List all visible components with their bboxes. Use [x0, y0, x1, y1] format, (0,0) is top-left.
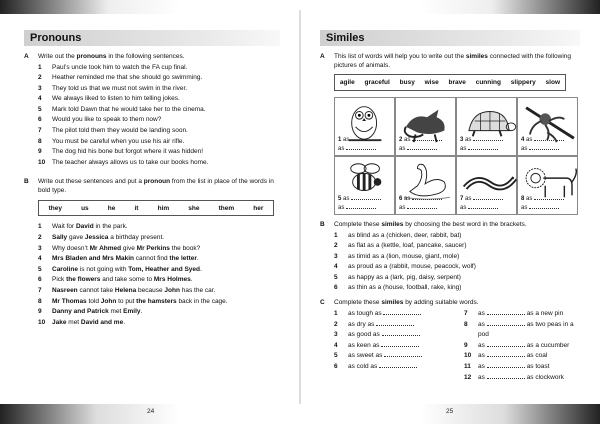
sentence-text: You must be careful when you use his air rifle.: [52, 137, 185, 145]
answer-blank[interactable]: [487, 309, 525, 315]
section-a-instruction: A Write out the pronouns in the following sentences.: [24, 53, 185, 60]
simile-text: as tough as: [348, 309, 423, 320]
sentence-text: Would you like to speak to them now?: [52, 116, 162, 124]
pronoun-word: him: [157, 204, 170, 212]
answer-blank[interactable]: [534, 194, 564, 200]
as-word: as: [460, 205, 467, 211]
as-word: as: [521, 146, 528, 152]
sentence-text: as blind as a (chicken, deer, rabbit, bat): [348, 231, 462, 239]
sentence-text: Danny and Patrick met Emily.: [52, 308, 143, 316]
answer-blank[interactable]: [346, 144, 376, 150]
simile-text: as as two peas in a pod: [478, 320, 574, 339]
simile-column: [450, 309, 580, 383]
answer-lines: [521, 194, 564, 212]
section-letter: B: [24, 178, 29, 186]
simile-item: [320, 351, 450, 362]
simile-text: as as a new pin: [478, 310, 564, 317]
item-number: 8: [521, 196, 525, 202]
page-title: Similes: [320, 30, 580, 46]
sentence-text: Pick the flowers and take some to Mrs Holmes.: [52, 276, 193, 284]
simile-word: graceful: [364, 79, 390, 86]
answer-blank[interactable]: [529, 144, 559, 150]
item-number: 4: [334, 263, 338, 270]
sentence-text: Nasreen cannot take Helena because John has the car.: [52, 287, 216, 294]
as-word: as: [343, 196, 350, 202]
item-number: 12: [464, 373, 472, 381]
as-word: as: [338, 205, 345, 211]
item-number: 2: [334, 242, 338, 249]
sentence-item: [320, 231, 580, 242]
item-number: 8: [464, 320, 468, 328]
simile-text: as as clockwork: [478, 373, 564, 381]
pronoun-word: her: [253, 204, 264, 212]
item-number: 1: [38, 63, 42, 71]
answer-lines: [338, 194, 381, 212]
as-word: as: [399, 146, 406, 152]
item-number: 10: [38, 318, 46, 326]
answer-blank[interactable]: [379, 362, 417, 368]
item-number: 4: [38, 95, 42, 103]
sentence-text: as thin as a (house, football, rake, king): [348, 284, 462, 291]
simile-item: [320, 330, 450, 341]
answer-blank[interactable]: [529, 203, 559, 209]
item-number: 4: [334, 341, 338, 349]
item-number: 2: [38, 74, 42, 82]
page-pronouns: [24, 30, 280, 328]
item-number: 11: [464, 362, 471, 370]
item-number: 6: [399, 196, 403, 202]
sentence-item: [320, 241, 580, 252]
animal-picture-grid: [334, 97, 578, 215]
item-number: 2: [38, 234, 42, 242]
sentence-item: [320, 273, 580, 284]
answer-blank[interactable]: [381, 341, 419, 347]
simile-text: as as coal: [478, 352, 548, 360]
answer-lines: [338, 135, 381, 153]
animal-picture-cell: [395, 97, 456, 156]
answer-blank[interactable]: [412, 194, 442, 200]
item-number: 2: [399, 137, 403, 143]
as-word: as: [460, 146, 467, 152]
pronoun-word: them: [218, 204, 235, 212]
item-number: 7: [38, 287, 42, 294]
answer-blank[interactable]: [487, 341, 525, 347]
as-word: as: [465, 137, 472, 143]
sentence-text: Caroline is not going with Tom, Heather and Syed.: [52, 265, 202, 273]
simile-column: [320, 309, 450, 383]
sentence-item: [24, 222, 280, 233]
sentence-item: [24, 137, 280, 148]
sentence-text: Mark told Dawn that he would take her to the cinema.: [52, 105, 206, 113]
sentence-list: [24, 222, 280, 328]
simile-word: brave: [448, 79, 466, 86]
as-word: as: [526, 196, 533, 202]
item-number: 5: [338, 196, 342, 202]
sentence-text: as flat as a (kettle, loaf, pancake, saucer): [348, 242, 467, 249]
sentence-item: [24, 307, 280, 318]
simile-word: busy: [399, 79, 415, 86]
sentence-item: [24, 94, 280, 105]
simile-text: as dry as: [348, 320, 416, 331]
simile-word: slow: [545, 79, 560, 86]
page-spine: [299, 10, 301, 410]
answer-blank[interactable]: [351, 135, 381, 141]
section-letter: C: [320, 298, 325, 306]
simile-item: [450, 351, 580, 362]
pronoun-word: us: [81, 204, 89, 212]
item-number: 7: [38, 127, 42, 135]
answer-lines: [399, 135, 442, 153]
answer-blank[interactable]: [534, 135, 564, 141]
simile-item: [320, 320, 450, 331]
item-number: 5: [38, 105, 42, 113]
as-word: as: [465, 196, 472, 202]
item-number: 6: [38, 276, 42, 284]
sentence-text: Wait for David in the park.: [52, 223, 128, 231]
as-word: as: [338, 146, 345, 152]
item-number: 5: [334, 273, 338, 281]
pronoun-word-box: [38, 200, 274, 216]
item-number: 10: [464, 352, 472, 360]
simile-item: [450, 309, 580, 320]
answer-blank[interactable]: [383, 309, 421, 315]
sentence-text: The pilot told them they would be landing soon.: [52, 127, 188, 135]
sentence-item: [320, 252, 580, 263]
sentence-item: [24, 275, 280, 286]
answer-blank[interactable]: [473, 135, 503, 141]
section-b-instruction: B Write out these sentences and put a pronoun from the list in place of the words in bold type.: [24, 178, 274, 194]
pronoun-word: it: [134, 204, 139, 212]
section-letter: A: [24, 53, 29, 60]
sentence-text: We always liked to listen to him telling jokes.: [52, 95, 180, 103]
answer-blank[interactable]: [376, 320, 414, 326]
sentence-item: [24, 233, 280, 244]
item-number: 4: [38, 255, 42, 263]
item-number: 1: [334, 231, 338, 239]
answer-blank[interactable]: [412, 135, 442, 141]
simile-text: as as a cucumber: [478, 341, 570, 349]
answer-blank[interactable]: [487, 320, 525, 326]
as-word: as: [526, 137, 533, 143]
item-number: 1: [334, 310, 338, 317]
item-number: 9: [38, 308, 42, 316]
sentence-list: [24, 63, 280, 169]
simile-item: [450, 362, 580, 373]
sentence-item: [24, 105, 280, 116]
answer-blank[interactable]: [487, 373, 525, 379]
answer-blank[interactable]: [351, 194, 381, 200]
bottom-gradient-bar: [0, 404, 600, 424]
animal-picture-cell: [517, 97, 578, 156]
animal-picture-cell: [456, 97, 517, 156]
item-number: 3: [334, 252, 338, 260]
item-number: 6: [334, 284, 338, 291]
animal-picture-cell: [334, 97, 395, 156]
simile-word: slippery: [510, 79, 536, 86]
item-number: 2: [334, 320, 338, 328]
section-a-instruction: A This list of words will help you to write out the similes connected with the following pictures of animals.: [320, 53, 572, 69]
answer-blank[interactable]: [407, 203, 437, 209]
simile-word-box: [334, 74, 566, 91]
answer-blank[interactable]: [384, 351, 422, 357]
sentence-text: Mr Thomas told John to put the hamsters back in the cage.: [52, 297, 228, 305]
simile-fill-columns: [320, 309, 580, 383]
sentence-item: [24, 265, 280, 276]
item-number: 1: [38, 223, 42, 231]
sentence-item: [24, 318, 280, 329]
answer-blank[interactable]: [487, 362, 525, 368]
answer-lines: [521, 135, 564, 153]
simile-text: as sweet as: [348, 351, 424, 362]
simile-text: as cold as: [348, 362, 419, 373]
sentence-text: Why doesn’t Mr Ahmed give Mr Perkins the book?: [52, 244, 201, 252]
answer-lines: [460, 135, 503, 153]
sentence-text: as proud as a (rabbit, mouse, peacock, wolf): [348, 263, 476, 270]
animal-picture-cell: [395, 156, 456, 215]
answer-blank[interactable]: [407, 144, 437, 150]
answer-lines: [399, 194, 442, 212]
section-b-instruction: B Complete these similes by choosing the best word in the brackets.: [320, 221, 527, 228]
animal-picture-cell: [517, 156, 578, 215]
sentence-text: Paul’s uncle took him to watch the FA cup final.: [52, 63, 188, 71]
item-number: 10: [38, 158, 46, 166]
section-letter: B: [320, 221, 325, 228]
sentence-item: [24, 158, 280, 169]
sentence-text: Jake met David and me.: [52, 318, 125, 326]
pronoun-word: she: [188, 204, 200, 212]
sentence-text: Sally gave Jessica a birthday present.: [52, 234, 165, 242]
sentence-text: as timid as a (lion, mouse, giant, mole): [348, 252, 460, 260]
answer-blank[interactable]: [473, 194, 503, 200]
as-word: as: [521, 205, 528, 211]
simile-word: cunning: [475, 79, 501, 86]
item-number: 6: [334, 362, 338, 370]
sentence-item: [24, 297, 280, 308]
as-word: as: [404, 196, 411, 202]
answer-blank[interactable]: [382, 330, 420, 336]
sentence-item: [24, 84, 280, 95]
sentence-item: [24, 126, 280, 137]
simile-item: [450, 320, 580, 341]
item-number: 5: [334, 352, 338, 360]
sentence-text: as happy as a (lark, pig, daisy, serpent): [348, 273, 461, 281]
sentence-item: [24, 115, 280, 126]
simile-text: as as toast: [478, 362, 550, 370]
simile-word: wise: [424, 79, 439, 86]
item-number: 5: [38, 265, 42, 273]
page-similes: [320, 30, 580, 383]
simile-text: as keen as: [348, 341, 421, 352]
sentence-item: [24, 244, 280, 255]
item-number: 3: [334, 331, 338, 339]
simile-word: agile: [339, 79, 355, 86]
item-number: 7: [460, 196, 464, 202]
item-number: 9: [464, 341, 468, 349]
answer-blank[interactable]: [346, 203, 376, 209]
item-number: 8: [38, 137, 42, 145]
as-word: as: [399, 205, 406, 211]
simile-item: [320, 362, 450, 373]
sentence-text: Mrs Bladen and Mrs Makin cannot find the letter.: [52, 255, 199, 263]
simile-item: [450, 373, 580, 384]
sentence-item: [24, 147, 280, 158]
sentence-item: [24, 63, 280, 74]
sentence-item: [24, 254, 280, 265]
sentence-text: The dog hid his bone but forgot where it was hidden!: [52, 148, 204, 156]
sentence-text: They told us that we must not swim in the river.: [52, 84, 188, 92]
answer-blank[interactable]: [487, 351, 525, 357]
item-number: 4: [521, 137, 525, 143]
item-number: 3: [460, 137, 464, 143]
sentence-item: [320, 262, 580, 273]
item-number: 9: [38, 148, 42, 156]
sentence-item: [24, 286, 280, 297]
answer-lines: [460, 194, 503, 212]
page-title: Pronouns: [24, 30, 280, 46]
as-word: as: [343, 137, 350, 143]
item-number: 8: [38, 297, 42, 305]
item-number: 6: [38, 116, 42, 124]
answer-blank[interactable]: [468, 203, 498, 209]
item-number: 7: [464, 310, 468, 317]
item-number: 1: [338, 137, 342, 143]
sentence-list: [320, 231, 580, 294]
simile-item: [320, 309, 450, 320]
pronoun-word: they: [48, 204, 62, 212]
as-word: as: [404, 137, 411, 143]
simile-text: as good as: [348, 330, 422, 341]
page-number-left: 24: [147, 408, 155, 415]
sentence-text: Heather reminded me that she should go swimming.: [52, 74, 203, 82]
animal-picture-cell: [456, 156, 517, 215]
page-number-right: 25: [446, 408, 454, 415]
item-number: 3: [38, 244, 42, 252]
simile-item: [450, 341, 580, 352]
sentence-item: [24, 73, 280, 84]
answer-blank[interactable]: [468, 144, 498, 150]
section-c-instruction: C Complete these similes by adding suitable words.: [320, 298, 479, 306]
simile-item: [320, 341, 450, 352]
section-letter: A: [320, 53, 325, 60]
item-number: 3: [38, 84, 42, 92]
sentence-item: [320, 283, 580, 294]
pronoun-word: he: [107, 204, 116, 212]
animal-picture-cell: [334, 156, 395, 215]
sentence-text: The teacher always allows us to take our books home.: [52, 158, 209, 166]
